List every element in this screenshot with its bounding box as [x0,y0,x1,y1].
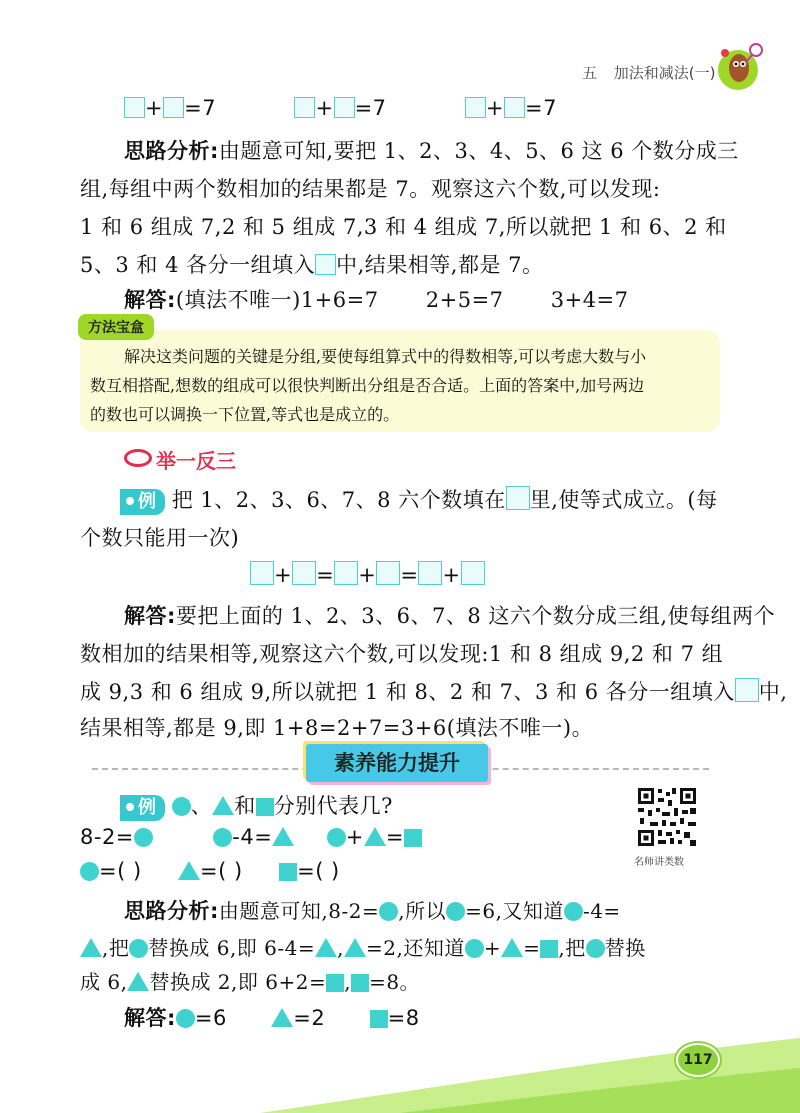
triangle-symbol-icon [80,938,102,957]
answer2-line3: 成 9,3 和 6 组成 9,所以就把 1 和 8、2 和 7、3 和 6 各分一组填入 中, [80,680,788,704]
analysis-label: 思路分析: [124,139,219,163]
triangle-symbol-icon [344,938,366,957]
page-header [582,62,716,83]
circle-symbol-icon [465,939,484,958]
analysis1-line3: 1 和 6 组成 7,2 和 5 组成 7,3 和 4 组成 7,所以就把 1 和 6、2 和 [80,215,727,239]
method-box-title: 方法宝盒 [78,314,154,340]
answer-box[interactable] [250,561,274,585]
chapter-title: 加法和减法(一) [613,64,716,82]
square-symbol-icon [351,974,369,992]
mascot-icon [712,40,770,96]
square-symbol-icon [540,940,558,958]
answer2-line1: 解答:要把上面的 1、2、3、6、7、8 这六个数分成三组,使每组两个 [124,604,776,628]
square-symbol-icon [326,974,344,992]
example-tag: 例 [120,489,165,515]
triangle-symbol-icon [272,827,294,846]
triangle-symbol-icon [127,972,149,991]
square-symbol-icon [279,863,297,881]
example1-equation: + = + = + [250,561,485,587]
chapter-number: 五 [582,64,598,82]
answer-box[interactable] [418,561,442,585]
answer-box[interactable] [163,97,184,118]
example1-line1: 例 把 1、2、3、6、7、8 六个数填在 里,使等式成立。(每 [120,484,718,515]
triangle-symbol-icon [501,938,523,957]
example2-question: 例 、 和 分别代表几? [120,790,393,821]
analysis2-line1: 思路分析:由题意可知,8-2= ,所以 =6,又知道 -4= [124,899,621,923]
answer-box [735,678,759,702]
circle-symbol-icon [586,939,605,958]
triangle-symbol-icon [364,827,386,846]
example1-line2: 个数只能用一次) [80,526,240,550]
answer-box [506,486,530,510]
method-line1: 解决这类问题的关键是分组,要使每组算式中的得数相等,可以考虑大数与小 [124,347,647,366]
square-symbol-icon [370,1010,388,1028]
answer-label: 解答: [124,288,176,312]
answer-box[interactable] [334,561,358,585]
triangle-symbol-icon [212,796,234,815]
answer2-line4: 结果相等,都是 9,即 1+8=2+7=3+6(填法不唯一)。 [80,716,594,740]
section-icon [124,449,152,467]
banner-title: 素养能力提升 [306,744,488,782]
square-symbol-icon [256,798,274,816]
circle-symbol-icon [172,797,191,816]
answer-box[interactable] [124,97,145,118]
square-symbol-icon [404,829,422,847]
section-title: 举一反三 [124,445,236,474]
top-equations: + =7 + =7 + =7 [124,96,557,120]
answer-box[interactable] [504,97,525,118]
circle-symbol-icon [80,862,99,881]
example2-equations: 8-2= -4= + = [80,825,422,849]
circle-symbol-icon [129,939,148,958]
method-line3: 的数也可以调换一下位置,等式也是成立的。 [90,405,400,424]
circle-symbol-icon [564,902,583,921]
analysis1-line2: 组,每组中两个数相加的结果都是 7。观察这六个数,可以发现: [80,177,661,201]
circle-symbol-icon [176,1009,195,1028]
answer-label: 解答: [124,1006,176,1030]
blank-field[interactable]: =( ) [200,859,243,883]
circle-symbol-icon [327,828,346,847]
answer1: 解答:(填法不唯一)1+6=7 2+5=7 3+4=7 [124,288,629,312]
analysis-label: 思路分析: [124,899,219,923]
circle-symbol-icon [379,902,398,921]
answer2-line2: 数相加的结果相等,观察这六个数,可以发现:1 和 8 组成 9,2 和 7 组 [80,642,724,666]
analysis2-line3: 成 6, 替换成 2,即 6+2= , =8。 [80,970,421,994]
qr-code-icon[interactable] [636,786,698,848]
example2-blanks [80,859,340,883]
page-number: 117 [676,1043,720,1077]
answer-box [315,254,336,275]
blank-field[interactable]: =( ) [297,859,340,883]
method-line2: 数互相搭配,想数的组成可以很快判断出分组是否合适。上面的答案中,加号两边 [90,376,645,395]
example-tag: 例 [120,795,165,821]
circle-symbol-icon [446,902,465,921]
answer-box[interactable] [376,561,400,585]
triangle-symbol-icon [315,938,337,957]
analysis1-line4: 5、3 和 4 各分一组填入 中,结果相等,都是 7。 [80,253,544,277]
circle-symbol-icon [134,828,153,847]
triangle-symbol-icon [271,1008,293,1027]
answer-box[interactable] [292,561,316,585]
answer-box[interactable] [461,561,485,585]
answer-box[interactable] [465,97,486,118]
answer-box[interactable] [294,97,315,118]
answer-label: 解答: [124,604,176,628]
analysis2-line2: ,把 替换成 6,即 6-4= , =2,还知道 + = ,把 替换 [80,932,646,961]
circle-symbol-icon [213,828,232,847]
blank-field[interactable]: =( ) [99,859,142,883]
triangle-symbol-icon [178,861,200,880]
qr-caption: 名师讲类数 [634,857,684,868]
answer3: 解答: =6 =2 =8 [124,1006,420,1030]
analysis1-line1: 思路分析:由题意可知,要把 1、2、3、4、5、6 这 6 个数分成三 [124,139,739,163]
footer-wave [0,1030,800,1113]
answer-box[interactable] [334,97,355,118]
